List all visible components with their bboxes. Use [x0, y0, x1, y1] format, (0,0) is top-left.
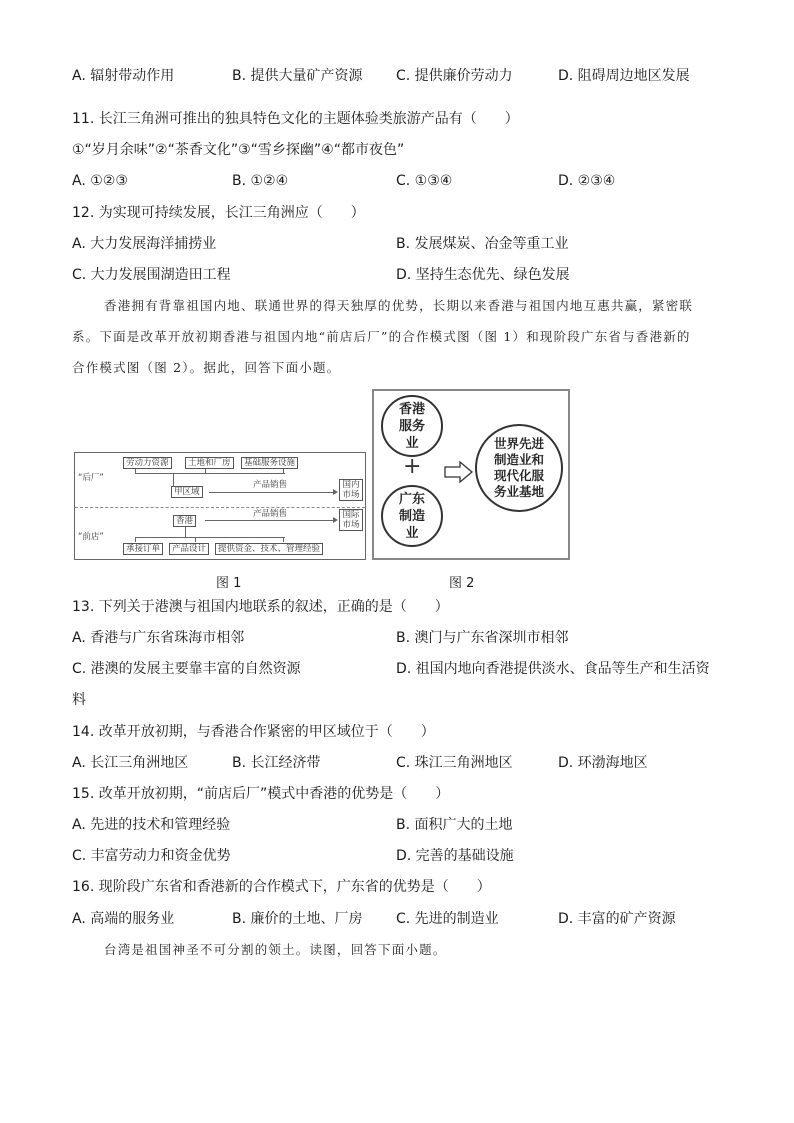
box-intl-market: 国际市场 [339, 509, 363, 531]
box-jia-region: 甲区域 [171, 486, 203, 498]
connector-top [135, 473, 285, 474]
connector-tick-4 [135, 537, 136, 542]
connector-bottom [135, 537, 285, 538]
figure-2-caption: 图 2 [449, 576, 475, 591]
box-capital-tech-management: 提供资金、技术、管理经验 [215, 543, 323, 555]
sales-label-top: 产品销售 [253, 480, 288, 490]
right-arrow-icon [444, 461, 474, 483]
connector-up-hk [185, 527, 186, 537]
arrow-to-intl-line [205, 520, 333, 521]
q12-option-c: C. 大力发展围湖造田工程 [72, 267, 231, 283]
q13-option-c: C. 港澳的发展主要靠丰富的自然资源 [72, 661, 301, 677]
q16-option-a: A. 高端的服务业 [72, 911, 175, 927]
circle-gd-manufacturing: 广东制造业 [381, 485, 443, 547]
box-infrastructure: 基础服务设施 [241, 457, 298, 469]
q11-option-c: C. ①③④ [396, 173, 453, 189]
q14-option-b: B. 长江经济带 [232, 755, 321, 771]
q13-option-a: A. 香港与广东省珠海市相邻 [72, 630, 245, 646]
box-labour-resources: 劳动力资源 [123, 457, 172, 469]
hou-chang-label: “后厂” [78, 473, 104, 483]
q11-stem: 11. 长江三角洲可推出的独具特色文化的主题体验类旅游产品有（ ） [72, 111, 519, 127]
connector-tick-2 [205, 469, 206, 473]
connector-tick-1 [135, 469, 136, 473]
q13-option-b: B. 澳门与广东省深圳市相邻 [396, 630, 569, 646]
box-domestic-market: 国内市场 [339, 479, 363, 501]
q11-items: ①“岁月余味”②“茶香文化”③“雪乡探幽”④“都市夜色” [72, 142, 405, 158]
figure-1-caption: 图 1 [216, 576, 242, 591]
connector-tick-3 [283, 469, 284, 473]
q15-option-c: C. 丰富劳动力和资金优势 [72, 848, 231, 864]
q12-option-d: D. 坚持生态优先、绿色发展 [396, 267, 570, 283]
passage2: 台湾是祖国神圣不可分割的领土。读图，回答下面小题。 [104, 942, 447, 957]
passage1-line2: 系。下面是改革开放初期香港与祖国内地“前店后厂”的合作模式图（图 1）和现阶段广东省与香港新的 [72, 329, 691, 344]
figure-1-diagram [74, 452, 366, 560]
connector-tick-5 [195, 537, 196, 542]
q14-option-a: A. 长江三角洲地区 [72, 755, 189, 771]
q16-option-d: D. 丰富的矿产资源 [558, 911, 676, 927]
q16-stem: 16. 现阶段广东省和香港新的合作模式下，广东省的优势是（ ） [72, 879, 491, 895]
q15-option-b: B. 面积广大的土地 [396, 817, 513, 833]
q10-option-b: B. 提供大量矿产资源 [232, 68, 363, 84]
q15-option-a: A. 先进的技术和管理经验 [72, 817, 231, 833]
passage1-line3: 合作模式图（图 2）。据此，回答下面小题。 [72, 360, 341, 375]
q15-stem: 15. 改革开放初期，“前店后厂”模式中香港的优势是（ ） [72, 786, 450, 802]
plus-sign: + [403, 454, 422, 479]
box-accept-orders: 承接订单 [123, 543, 163, 555]
q11-option-b: B. ①②④ [232, 173, 289, 189]
q12-option-b: B. 发展煤炭、冶金等重工业 [396, 236, 569, 252]
figure-2-diagram [372, 389, 570, 560]
qian-dian-label: “前店” [78, 532, 104, 542]
q15-option-d: D. 完善的基础设施 [396, 848, 514, 864]
q14-option-c: C. 珠江三角洲地区 [396, 755, 513, 771]
arrow-to-intl-head [333, 517, 338, 523]
box-hong-kong: 香港 [173, 515, 196, 527]
box-land-factory: 土地和厂房 [185, 457, 234, 469]
q11-option-a: A. ①②③ [72, 173, 128, 189]
connector-down-jia [173, 473, 174, 486]
divider-dashed [75, 507, 365, 508]
q14-stem: 14. 改革开放初期，与香港合作紧密的甲区域位于（ ） [72, 724, 435, 740]
q10-option-d: D. 阻碍周边地区发展 [558, 68, 690, 84]
q16-option-c: C. 先进的制造业 [396, 911, 499, 927]
q11-option-d: D. ②③④ [558, 173, 616, 189]
connector-tick-6 [283, 537, 284, 542]
q13-stem: 13. 下列关于港澳与祖国内地联系的叙述，正确的是（ ） [72, 599, 449, 615]
q14-option-d: D. 环渤海地区 [558, 755, 648, 771]
q13-option-d: D. 祖国内地向香港提供淡水、食品等生产和生活资 [396, 661, 710, 677]
q12-option-a: A. 大力发展海洋捕捞业 [72, 236, 217, 252]
q10-option-c: C. 提供廉价劳动力 [396, 68, 513, 84]
arrow-to-domestic-head [333, 489, 338, 495]
circle-world-base: 世界先进制造业和现代化服务业基地 [475, 424, 563, 512]
sales-label-bottom: 产品销售 [253, 509, 288, 519]
circle-hk-service: 香港服务业 [381, 395, 443, 457]
q16-option-b: B. 廉价的土地、厂房 [232, 911, 363, 927]
passage1-line1: 香港拥有背靠祖国内地、联通世界的得天独厚的优势，长期以来香港与祖国内地互惠共赢，紧密联 [104, 298, 694, 313]
arrow-to-domestic-line [209, 492, 333, 493]
q12-stem: 12. 为实现可持续发展，长江三角洲应（ ） [72, 205, 365, 221]
q10-option-a: A. 辐射带动作用 [72, 68, 175, 84]
q13-option-d-continued: 料 [72, 692, 86, 708]
box-product-design: 产品设计 [169, 543, 209, 555]
